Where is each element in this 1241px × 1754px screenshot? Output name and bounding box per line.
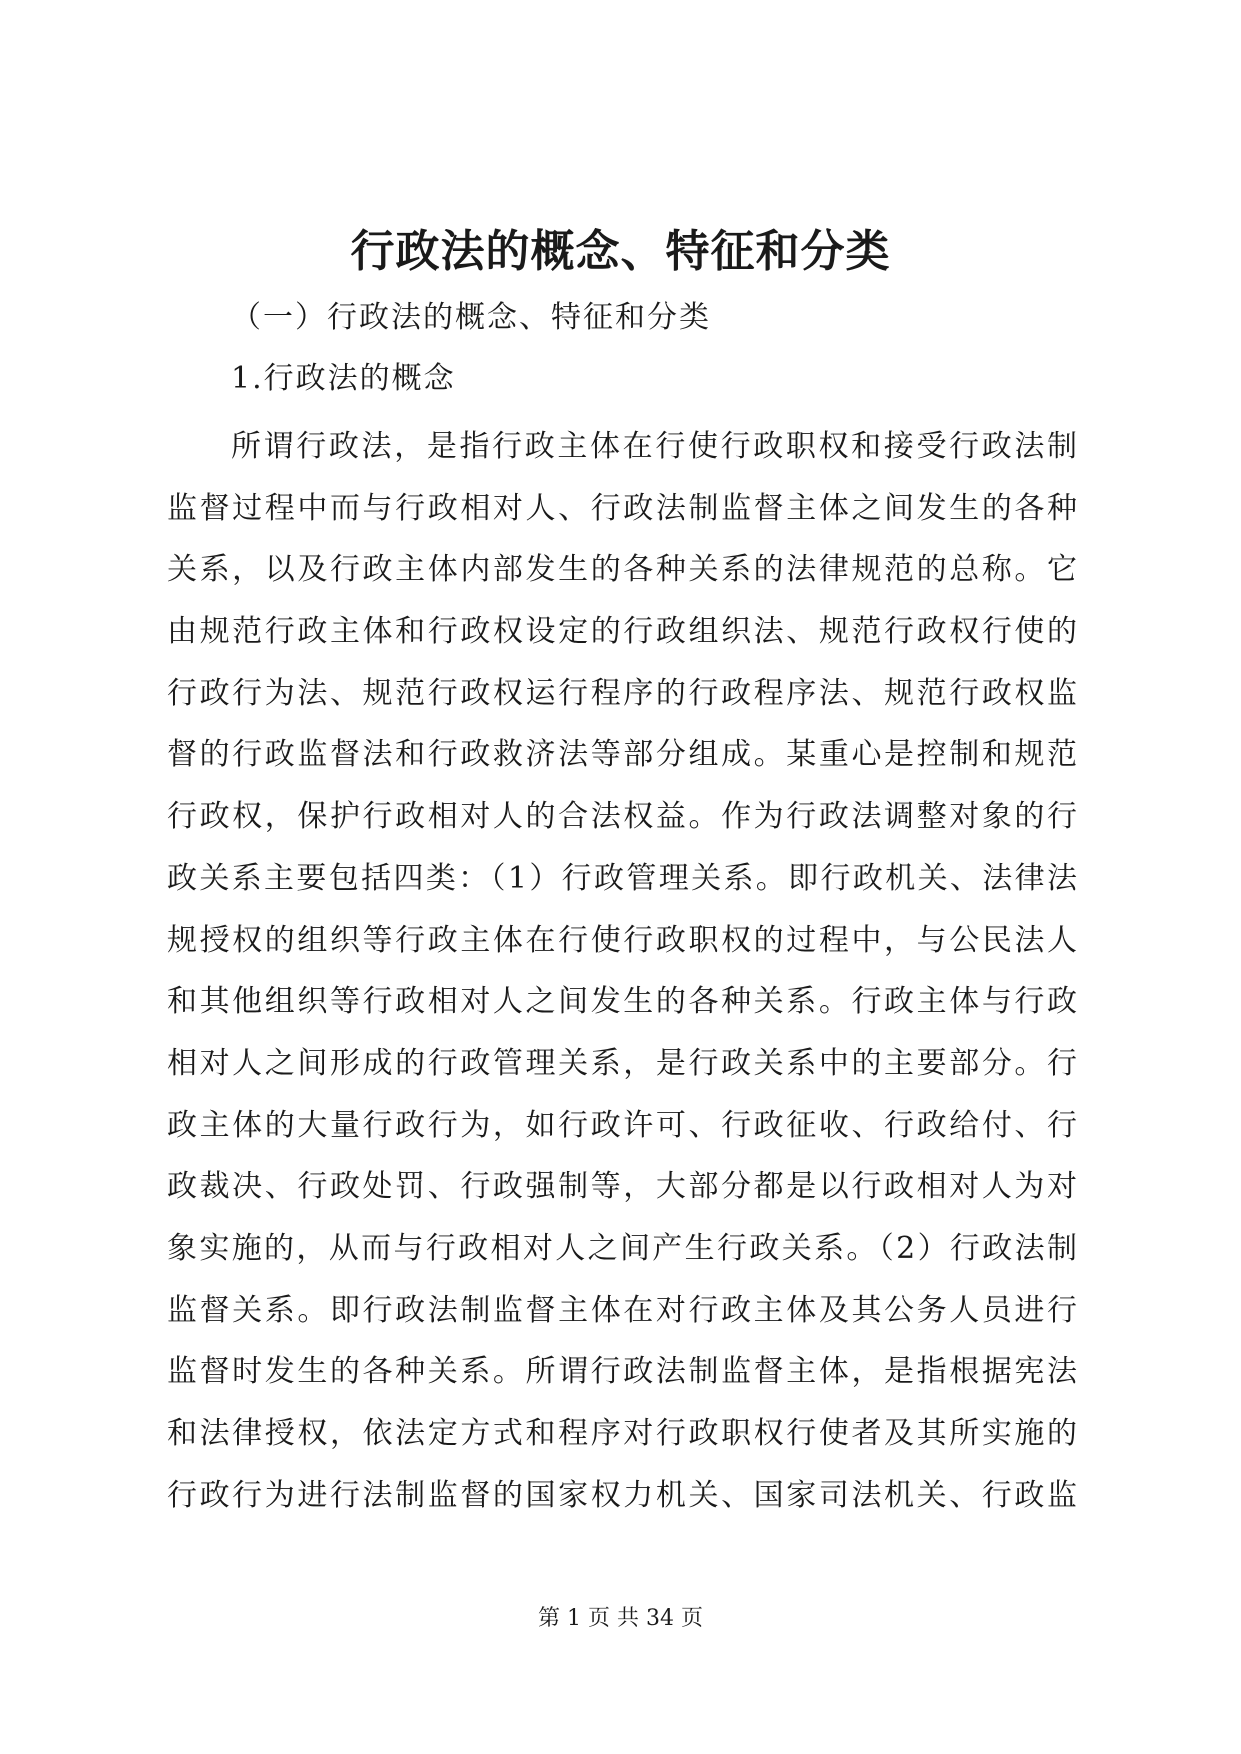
body-line: 监督时发生的各种关系。所谓行政法制监督主体，是指根据宪法 xyxy=(167,1354,1077,1390)
body-line: 行政权，保护行政相对人的合法权益。作为行政法调整对象的行 xyxy=(167,799,1077,835)
body-line: 政主体的大量行政行为，如行政许可、行政征收、行政给付、行 xyxy=(167,1107,1077,1143)
body-line: 关系，以及行政主体内部发生的各种关系的法律规范的总称。它 xyxy=(167,552,1077,588)
body-line: 和其他组织等行政相对人之间发生的各种关系。行政主体与行政 xyxy=(167,984,1077,1020)
body-line: 规授权的组织等行政主体在行使行政职权的过程中，与公民法人 xyxy=(167,922,1077,958)
body-line: 相对人之间形成的行政管理关系，是行政关系中的主要部分。行 xyxy=(167,1045,1077,1081)
body-line: 由规范行政主体和行政权设定的行政组织法、规范行政权行使的 xyxy=(167,614,1077,650)
body-line: 和法律授权，依法定方式和程序对行政职权行使者及其所实施的 xyxy=(167,1416,1077,1451)
body-line: 政关系主要包括四类：（1）行政管理关系。即行政机关、法律法 xyxy=(167,860,1077,896)
body-line: 行政行为法、规范行政权运行程序的行政程序法、规范行政权监 xyxy=(167,675,1077,711)
body-line: 所谓行政法，是指行政主体在行使行政职权和接受行政法制 xyxy=(231,429,1077,464)
page-footer: 第 1 页 共 34 页 xyxy=(538,1606,703,1631)
body-line: 监督关系。即行政法制监督主体在对行政主体及其公务人员进行 xyxy=(167,1292,1077,1328)
body-paragraph xyxy=(167,416,1077,1526)
section-heading: （一）行政法的概念、特征和分类 xyxy=(231,300,711,335)
body-line: 象实施的，从而与行政相对人之间产生行政关系。（2）行政法制 xyxy=(167,1230,1077,1266)
sub-heading: 1.行政法的概念 xyxy=(231,361,456,396)
document-title: 行政法的概念、特征和分类 xyxy=(350,226,891,277)
body-line: 监督过程中而与行政相对人、行政法制监督主体之间发生的各种 xyxy=(167,490,1077,526)
body-line: 政裁决、行政处罚、行政强制等，大部分都是以行政相对人为对 xyxy=(167,1169,1077,1205)
body-line: 督的行政监督法和行政救济法等部分组成。某重心是控制和规范 xyxy=(167,737,1077,773)
body-line: 行政行为进行法制监督的国家权力机关、国家司法机关、行政监 xyxy=(167,1477,1077,1513)
